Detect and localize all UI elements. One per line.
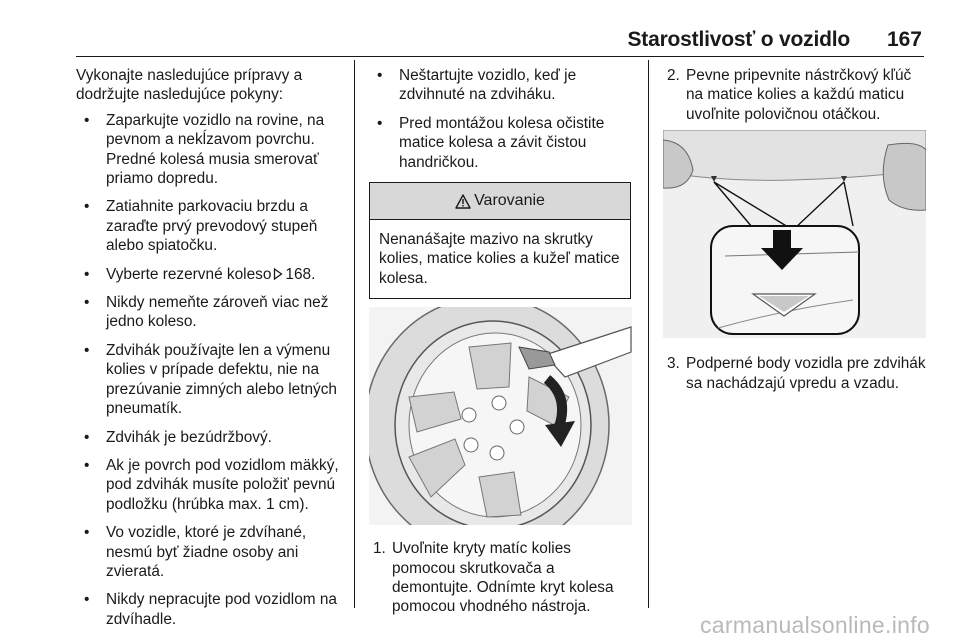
intro-paragraph: Vykonajte nasledujúce prípravy a dodržujte nasledujúce pokyny: [76,67,303,104]
list-item: • Zdvihák je bezúdržbový. [84,428,272,446]
warning-text: Nenanášajte mazivo na skrutky kolies, matice kolies a kužeľ matice kolesa. [379,231,620,287]
warning-header [370,183,630,220]
column-3 [663,66,928,393]
page-number: 167 [886,28,922,51]
step-3 [663,354,928,393]
bullet-icon: • [84,198,90,216]
wheel-drawing [369,307,632,525]
step-number: 1. [373,540,386,558]
list-item: • Nikdy nepracujte pod vozidlom na zdvíhadle. [84,591,337,628]
warning-triangle-icon [455,194,471,209]
step-text: Uvoľnite kryty matíc kolies pomocou skrutkovača a demontujte. Odnímte kryt kolesa pomocou vhodného nástroja. [392,540,614,616]
bullet-icon: • [84,456,90,474]
bullet-icon: • [377,114,383,132]
steps-list-3 [663,354,928,393]
step-text: Pevne pripevnite nástrčkový kľúč na matice kolies a každú maticu uvoľnite polovičnou otáčkou. [686,67,912,123]
bullet-icon: • [84,294,90,312]
list-item: • Pred montážou kolesa očistite matice kolesa a závit čistou handričkou. [377,114,605,171]
column-1 [76,66,346,638]
step-1 [369,539,634,617]
page-reference-link[interactable]: 168. [285,265,316,283]
section-title: Starostlivosť o vozidlo [627,28,850,51]
step-2 [663,66,928,124]
steps-list-2 [663,66,928,124]
list-item: • Zaparkujte vozidlo na rovine, na pevnom a nekĺzavom povrchu. Predné kolesá musia smerovať priamo dopredu. [84,111,325,188]
xref-triangle-icon [273,268,283,280]
bullet-icon: • [84,524,90,542]
list-item: • Zatiahnite parkovaciu brzdu a zaraďte prvý prevodový stupeň alebo spiatočku. [84,198,318,255]
list-item: • Ak je povrch pod vozidlom mäkký, pod zdvihák musíte položiť pevnú podložku (hrúbka max. 1 cm). [84,456,339,513]
step-number: 3. [667,355,680,373]
bullet-icon: • [84,265,90,283]
column-2 [369,66,634,617]
jacking-points-illustration [663,130,926,338]
bullet-icon: • [84,341,90,359]
header-rule [76,56,924,57]
list-item: • Zdvihák používajte len a výmenu kolies v prípade defektu, nie na prezúvanie zimných alebo letných pneumatík. [84,341,337,418]
wheel-cover-illustration [369,307,632,525]
bullet-icon: • [84,111,90,129]
list-item: • Nikdy nemeňte zároveň viac než jedno koleso. [84,294,329,331]
watermark: carmanualsonline.info [699,612,930,638]
column-divider-right [648,60,649,608]
list-item-spare-wheel-ref: • Vyberte rezervné koleso 168. [84,265,316,283]
bullet-icon: • [84,591,90,609]
step-number: 2. [667,67,680,84]
column-divider-left [354,60,355,608]
preparation-list [76,111,346,629]
steps-list-1 [369,539,634,617]
list-item: • Neštartujte vozidlo, keď je zdvihnuté na zdviháku. [377,67,577,104]
warning-box [369,182,631,299]
safety-list [369,66,634,172]
bullet-icon: • [84,428,90,446]
page-header [0,0,960,52]
list-item: • Vo vozidle, ktoré je zdvíhané, nesmú byť žiadne osoby ani zvieratá. [84,524,307,580]
vehicle-underbody-drawing [663,130,926,338]
bullet-icon: • [377,67,383,84]
step-text: Podperné body vozidla pre zdvihák sa nachádzajú vpredu a vzadu. [686,355,926,392]
warning-title: Varovanie [474,192,545,210]
